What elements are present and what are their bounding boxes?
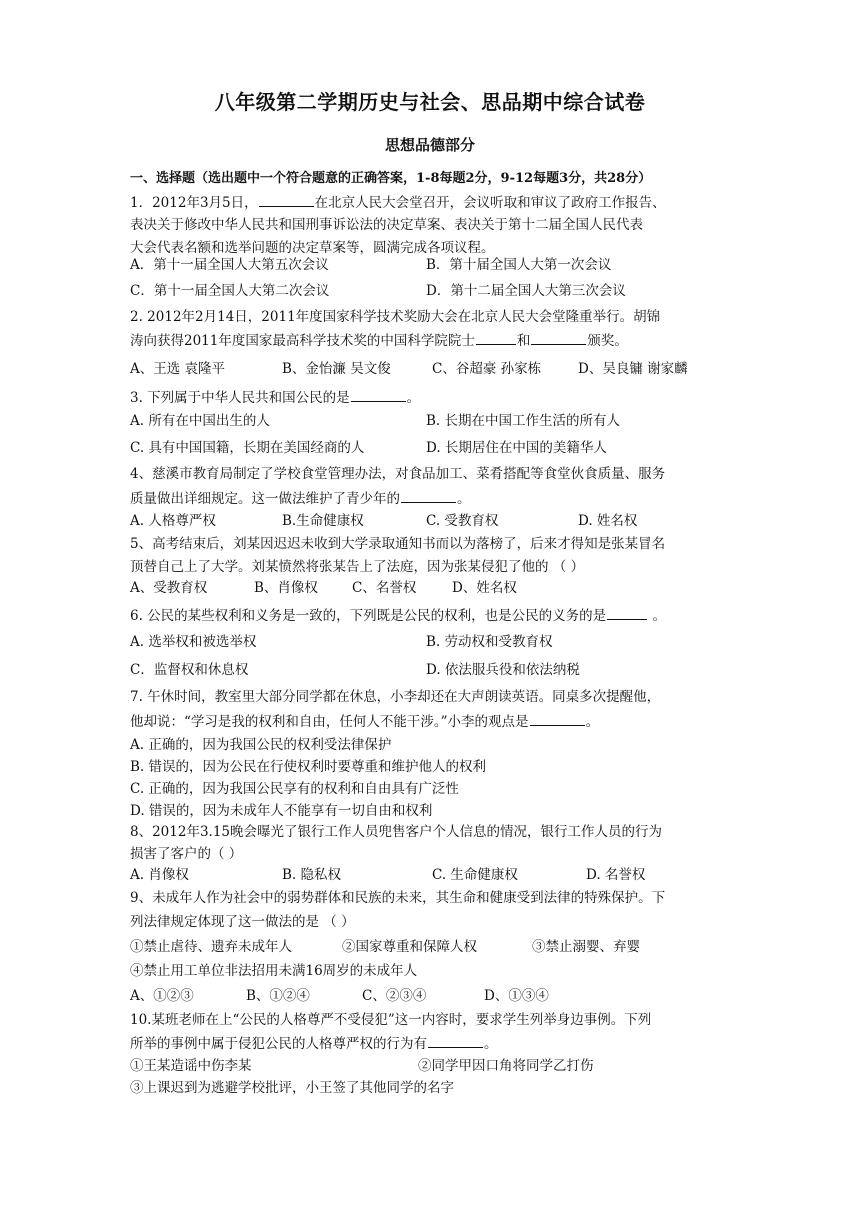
option-d: D. 依法服兵役和依法纳税 bbox=[426, 662, 580, 678]
statement-2: ②国家尊重和保障人权 bbox=[342, 939, 477, 955]
answer-blank bbox=[428, 1032, 483, 1048]
question-2-line-2: 涛向获得2011年度国家最高科学技术奖的中国科学院院士 和 颁奖。 bbox=[130, 329, 735, 351]
question-3-line-1: 3. 下列属于中华人民共和国公民的是 。 bbox=[130, 386, 735, 408]
question-6-line-1: 6. 公民的某些权利和义务是一致的，下列既是公民的权利，也是公民的义务的是 。 bbox=[130, 604, 735, 626]
question-8-line-1: 8、2012年3.15晚会曝光了银行工作人员兜售客户个人信息的情况，银行工作人员的行为 bbox=[130, 824, 663, 840]
question-10-line-2: 所举的事例中属于侵犯公民的人格尊严权的行为有 。 bbox=[130, 1032, 735, 1054]
option-c: C. 受教育权 bbox=[426, 513, 499, 529]
question-1-options-ab bbox=[130, 254, 735, 276]
option-c: C、谷超豪 孙家栋 bbox=[432, 361, 542, 377]
question-7-option-b: B. 错误的，因为公民在行使权利时要尊重和维护他人的权利 bbox=[130, 759, 487, 775]
option-a: A. 人格尊严权 bbox=[130, 513, 216, 529]
option-c: C、②③④ bbox=[362, 988, 427, 1004]
option-a: A、受教育权 bbox=[130, 580, 208, 596]
answer-blank bbox=[351, 386, 406, 402]
page-title: 八年级第二学期历史与社会、思品期中综合试卷 bbox=[214, 90, 646, 114]
answer-blank bbox=[531, 329, 586, 345]
question-1-line-3: 大会代表名额和选举问题的决定草案等，圆满完成各项议程。 bbox=[130, 240, 495, 256]
question-4-line-2: 质量做出详细规定。这一做法维护了青少年的 。 bbox=[130, 487, 735, 509]
option-a: A、①②③ bbox=[130, 988, 194, 1004]
question-8-options bbox=[130, 864, 735, 886]
question-7-line-2: 他却说：“学习是我的权利和自由，任何人不能干涉。”小李的观点是 。 bbox=[130, 710, 735, 732]
answer-blank bbox=[607, 604, 647, 620]
question-4-options bbox=[130, 510, 735, 532]
answer-blank bbox=[401, 487, 456, 503]
answer-blank bbox=[530, 710, 585, 726]
question-6-options-cd bbox=[130, 659, 735, 681]
question-9-line-1: 9、未成年人作为社会中的弱势群体和民族的未来，其生命和健康受到法律的特殊保护。下 bbox=[130, 890, 666, 906]
statement-3: ③禁止溺婴、弃婴 bbox=[532, 939, 640, 955]
question-8-line-2: 损害了客户的（ ） bbox=[130, 846, 243, 862]
question-10-line-1: 10.某班老师在上“公民的人格尊严不受侵犯”这一内容时，要求学生列举身边事例。下列 bbox=[130, 1012, 652, 1028]
question-3-options-cd bbox=[130, 437, 735, 459]
question-7-line-1: 7. 午休时间，教室里大部分同学都在休息，小李却还在大声朗读英语。同桌多次提醒他， bbox=[130, 689, 661, 705]
statement-1: ①禁止虐待、遗弃未成年人 bbox=[130, 939, 292, 955]
option-d: D、①③④ bbox=[484, 988, 549, 1004]
option-b: B. 隐私权 bbox=[282, 867, 342, 883]
option-c: C．监督权和休息权 bbox=[130, 662, 249, 678]
question-10-statement-3: ③上课迟到为逃避学校批评，小王签了其他同学的名字 bbox=[130, 1080, 454, 1096]
option-b: B.生命健康权 bbox=[282, 513, 364, 529]
option-d: D. 名誉权 bbox=[586, 867, 646, 883]
option-c: C．第十一届全国人大第二次会议 bbox=[130, 283, 330, 299]
option-a: A．第十一届全国人大第五次会议 bbox=[130, 257, 329, 273]
option-d: D、姓名权 bbox=[452, 580, 517, 596]
option-d: D．第十二届全国人大第三次会议 bbox=[426, 283, 626, 299]
option-c: C、名誉权 bbox=[352, 580, 417, 596]
option-a: A. 选举权和被选举权 bbox=[130, 634, 257, 650]
question-4-line-1: 4、慈溪市教育局制定了学校食堂管理办法，对食品加工、菜肴搭配等食堂伙食质量、服务 bbox=[130, 466, 666, 482]
question-9-statement-4: ④禁止用工单位非法招用未满16周岁的未成年人 bbox=[130, 963, 418, 979]
question-1-line-1: 1．2012年3月5日， 在北京人民大会堂召开，会议听取和审议了政府工作报告、 bbox=[130, 191, 735, 213]
question-10-items bbox=[130, 1055, 735, 1077]
question-2-options bbox=[130, 358, 735, 380]
option-b: B、①②④ bbox=[246, 988, 310, 1004]
page-subtitle: 思想品德部分 bbox=[384, 136, 475, 154]
option-b: B．第十届全国人大第一次会议 bbox=[426, 257, 612, 273]
option-a: A. 肖像权 bbox=[130, 867, 189, 883]
question-1-options-cd bbox=[130, 280, 735, 302]
option-b: B、肖像权 bbox=[254, 580, 318, 596]
option-d: D. 长期居住在中国的美籍华人 bbox=[426, 440, 607, 456]
question-2-line-1: 2. 2012年2月14日，2011年度国家科学技术奖励大会在北京人民大会堂隆重举行。胡锦 bbox=[130, 309, 661, 325]
question-9-line-2: 列法律规定体现了这一做法的是 （ ） bbox=[130, 914, 355, 930]
question-5-options bbox=[130, 577, 735, 599]
option-a: A. 所有在中国出生的人 bbox=[130, 413, 270, 429]
section-heading: 一、选择题（选出题中一个符合题意的正确答案，1-8每题2分，9-12每题3分，共28分） bbox=[130, 171, 652, 186]
question-3-options-ab bbox=[130, 410, 735, 432]
option-a: A、王选 袁隆平 bbox=[130, 361, 226, 377]
option-b: B. 劳动权和受教育权 bbox=[426, 634, 553, 650]
question-5-line-1: 5、高考结束后，刘某因迟迟未收到大学录取通知书而以为落榜了，后来才得知是张某冒名 bbox=[130, 536, 666, 552]
question-5-line-2: 顶替自己上了大学。刘某愤然将张某告上了法庭，因为张某侵犯了他的 （ ） bbox=[130, 559, 585, 575]
question-7-option-c: C. 正确的，因为我国公民享有的权利和自由具有广泛性 bbox=[130, 781, 459, 797]
question-6-options-ab bbox=[130, 631, 735, 653]
question-7-option-a: A. 正确的，因为我国公民的权利受法律保护 bbox=[130, 737, 392, 753]
question-7-option-d: D. 错误的，因为未成年人不能享有一切自由和权利 bbox=[130, 803, 433, 819]
option-c: C. 生命健康权 bbox=[432, 867, 518, 883]
option-b: B. 长期在中国工作生活的所有人 bbox=[426, 413, 621, 429]
statement-1: ①王某造谣中伤李某 bbox=[130, 1058, 252, 1074]
option-b: B、金怡濂 吴文俊 bbox=[282, 361, 391, 377]
answer-blank bbox=[259, 191, 314, 207]
statement-2: ②同学甲因口角将同学乙打伤 bbox=[418, 1058, 594, 1074]
question-9-options bbox=[130, 985, 735, 1007]
question-9-items bbox=[130, 936, 735, 958]
question-1-line-2: 表决关于修改中华人民共和国刑事诉讼法的决定草案、表决关于第十二届全国人民代表 bbox=[130, 217, 643, 233]
option-d: D、吴良镛 谢家麟 bbox=[578, 361, 688, 377]
option-d: D. 姓名权 bbox=[578, 513, 638, 529]
option-c: C. 具有中国国籍，长期在美国经商的人 bbox=[130, 440, 365, 456]
answer-blank bbox=[476, 329, 516, 345]
